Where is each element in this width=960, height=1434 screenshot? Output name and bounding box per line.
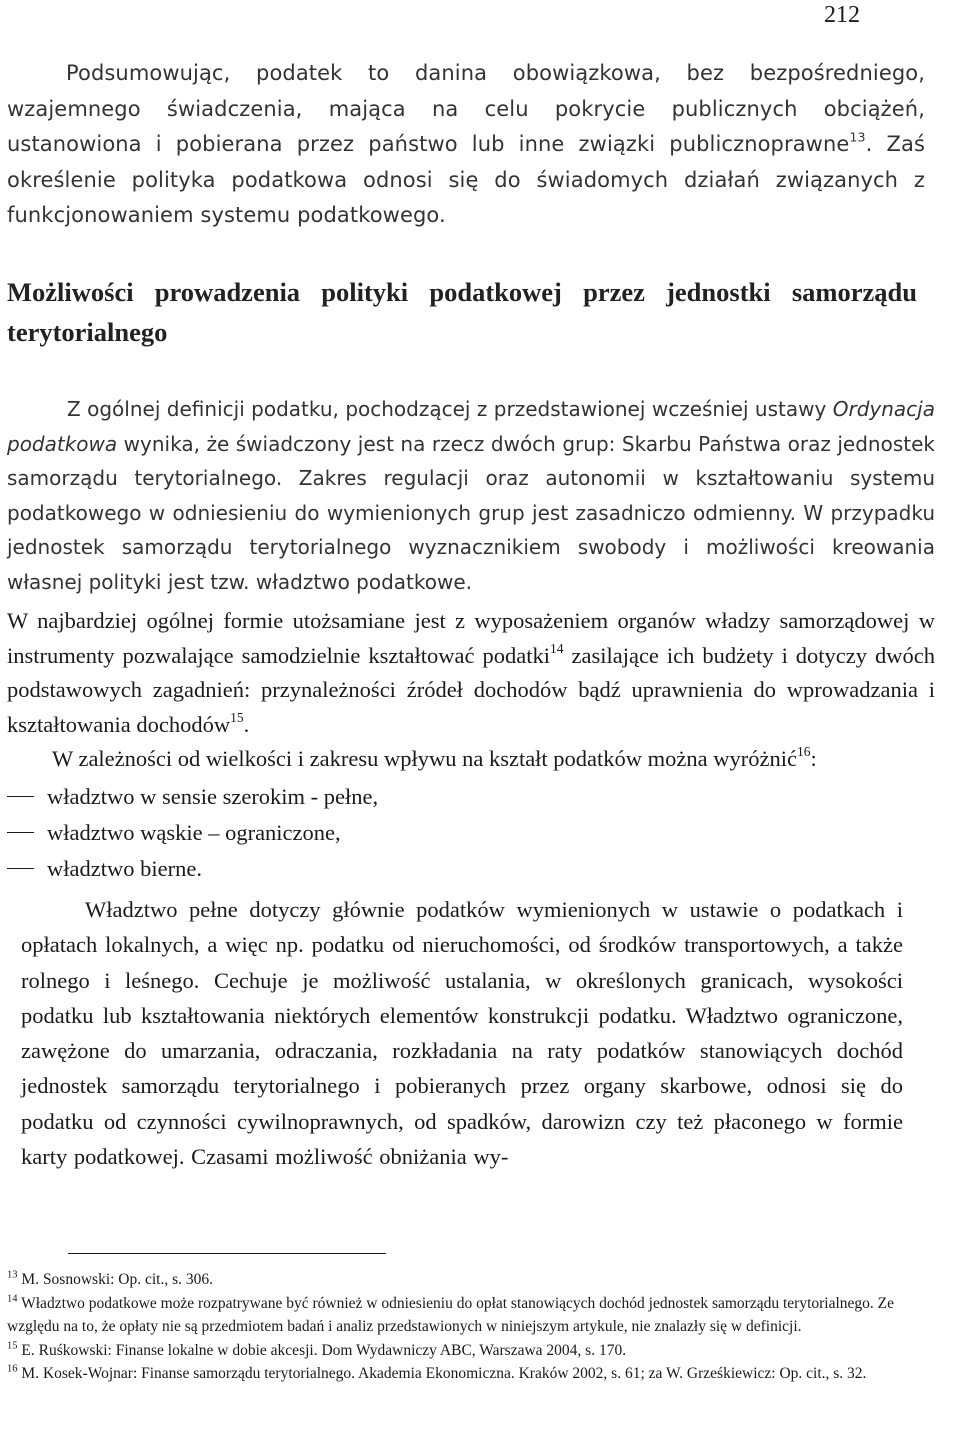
- paragraph-text: W najbardziej ogólnej formie utożsamiane jest z wyposażeniem organów władzy samorządowej w instrumenty pozwalające samodzielnie kształtować podatki: [7, 608, 935, 668]
- footnote-separator: [68, 1253, 386, 1254]
- footnotes: [7, 1268, 922, 1386]
- paragraph-summary: [7, 56, 925, 234]
- paragraph-text: Z ogólnej definicji podatku, pochodzącej z przedstawionej wcześniej ustawy: [67, 397, 833, 421]
- act-title: Ordynacja podatkowa: [7, 397, 935, 456]
- paragraph-text: :: [810, 746, 817, 771]
- paragraph-text: . Zaś określenie polityka podatkowa odnosi się do świadomych działań związanych z funkcjonowaniem systemu podatkowego.: [7, 132, 926, 227]
- footnote-text: M. Sosnowski: Op. cit., s. 306.: [17, 1271, 214, 1288]
- footnote-16: [7, 1362, 922, 1386]
- footnote-13: [7, 1268, 922, 1292]
- footnote-number: 15: [7, 1340, 18, 1352]
- list-item: władztwo bierne.: [7, 851, 935, 887]
- paragraph-text: .: [243, 711, 250, 737]
- footnote-15: [7, 1339, 922, 1363]
- footnote-number: 14: [7, 1293, 18, 1305]
- section-heading: Możliwości prowadzenia polityki podatkowej przez jednostki samorządu terytorialnego: [7, 277, 917, 347]
- paragraph-text: W zależności od wielkości i zakresu wpływu na kształt podatków można wyróżnić: [52, 746, 797, 771]
- footnote-14: [7, 1292, 922, 1339]
- footnote-ref-16[interactable]: 16: [796, 743, 811, 759]
- list-item: władztwo wąskie – ograniczone,: [7, 815, 935, 851]
- paragraph-text: zasilające ich budżety i dotyczy dwóch podstawowych zagadnień: przynależności źródeł dochodów bądź uprawnienia do wprowadzania i kształtowania dochodów: [7, 642, 935, 737]
- paragraph-text: wynika, że świadczony jest na rzecz dwóch grup: Skarbu Państwa oraz jednostek samorządu terytorialnego. Zakres regulacji oraz autonomii w kształtowaniu systemu podatkowego w odniesieniu do wymienionych grup jest zasadniczo odmienny. W przypadku jednostek samorządu terytorialnego wyznacznikiem swobody i możliwości kreowania własnej polityki jest tzw. władztwo podatkowe.: [7, 431, 935, 594]
- paragraph-definition: [7, 392, 935, 600]
- footnote-text: Władztwo podatkowe może rozpatrywane być również w odniesieniu do opłat stanowiących dochód jednostek samorządu terytorialnego. Ze względu na to, że opłaty nie są przedmiotem badań i analiz przedstawionych w niniejszym artykule, nie znalazły się w definicji.: [7, 1294, 895, 1336]
- list-item: władztwo w sensie szerokim - pełne,: [7, 779, 935, 815]
- authority-types-list: [7, 779, 935, 887]
- footnote-number: 16: [7, 1364, 18, 1376]
- page-number: 212: [824, 2, 860, 28]
- paragraph-text: Podsumowując, podatek to danina obowiązkowa, bez bezpośredniego, wzajemnego świadczenia, mająca na celu pokrycie publicznych obciążeń, ustanowiona i pobierana przez państwo lub inne związki publicznoprawne: [7, 61, 925, 156]
- footnote-text: M. Kosek-Wojnar: Finanse samorządu terytorialnego. Akademia Ekonomiczna. Kraków 2002, s. 61; za W. Grześkiewicz: Op. cit., s. 32.: [17, 1365, 867, 1383]
- paragraph-full-authority: Władztwo pełne dotyczy głównie podatków wymienionych w ustawie o podatkach i opłatach lokalnych, a więc np. podatku od nieruchomości, od środków transportowych, a także rolnego i leśnego. Cechuje je możliwość ustalania, w określonych granicach, wysokości podatku lub kształtowania niektórych elementów konstrukcji podatku. Władztwo ograniczone, zawężone do umarzania, odraczania, rozkładania na raty podatków stanowiących dochód jednostek samorządu terytorialnego i pobieranych przez organy skarbowe, odnosi się do podatku od czynności cywilnoprawnych, od spadków, darowizn czy też płaconego w formie karty podatkowej. Czasami możliwość obniżania wy-: [21, 897, 903, 1170]
- serif-text-block: [7, 604, 935, 887]
- footnote-ref-14[interactable]: 14: [550, 640, 564, 656]
- footnote-text: E. Ruśkowski: Finanse lokalne w dobie akcesji. Dom Wydawniczy ABC, Warszawa 2004, s. 170.: [17, 1341, 627, 1359]
- footnote-number: 13: [7, 1269, 18, 1281]
- footnote-ref-15[interactable]: 15: [230, 709, 244, 725]
- paragraph-general-form: [7, 604, 935, 742]
- footnote-ref-13[interactable]: 13: [849, 129, 866, 145]
- paragraph-distinction: [7, 742, 935, 777]
